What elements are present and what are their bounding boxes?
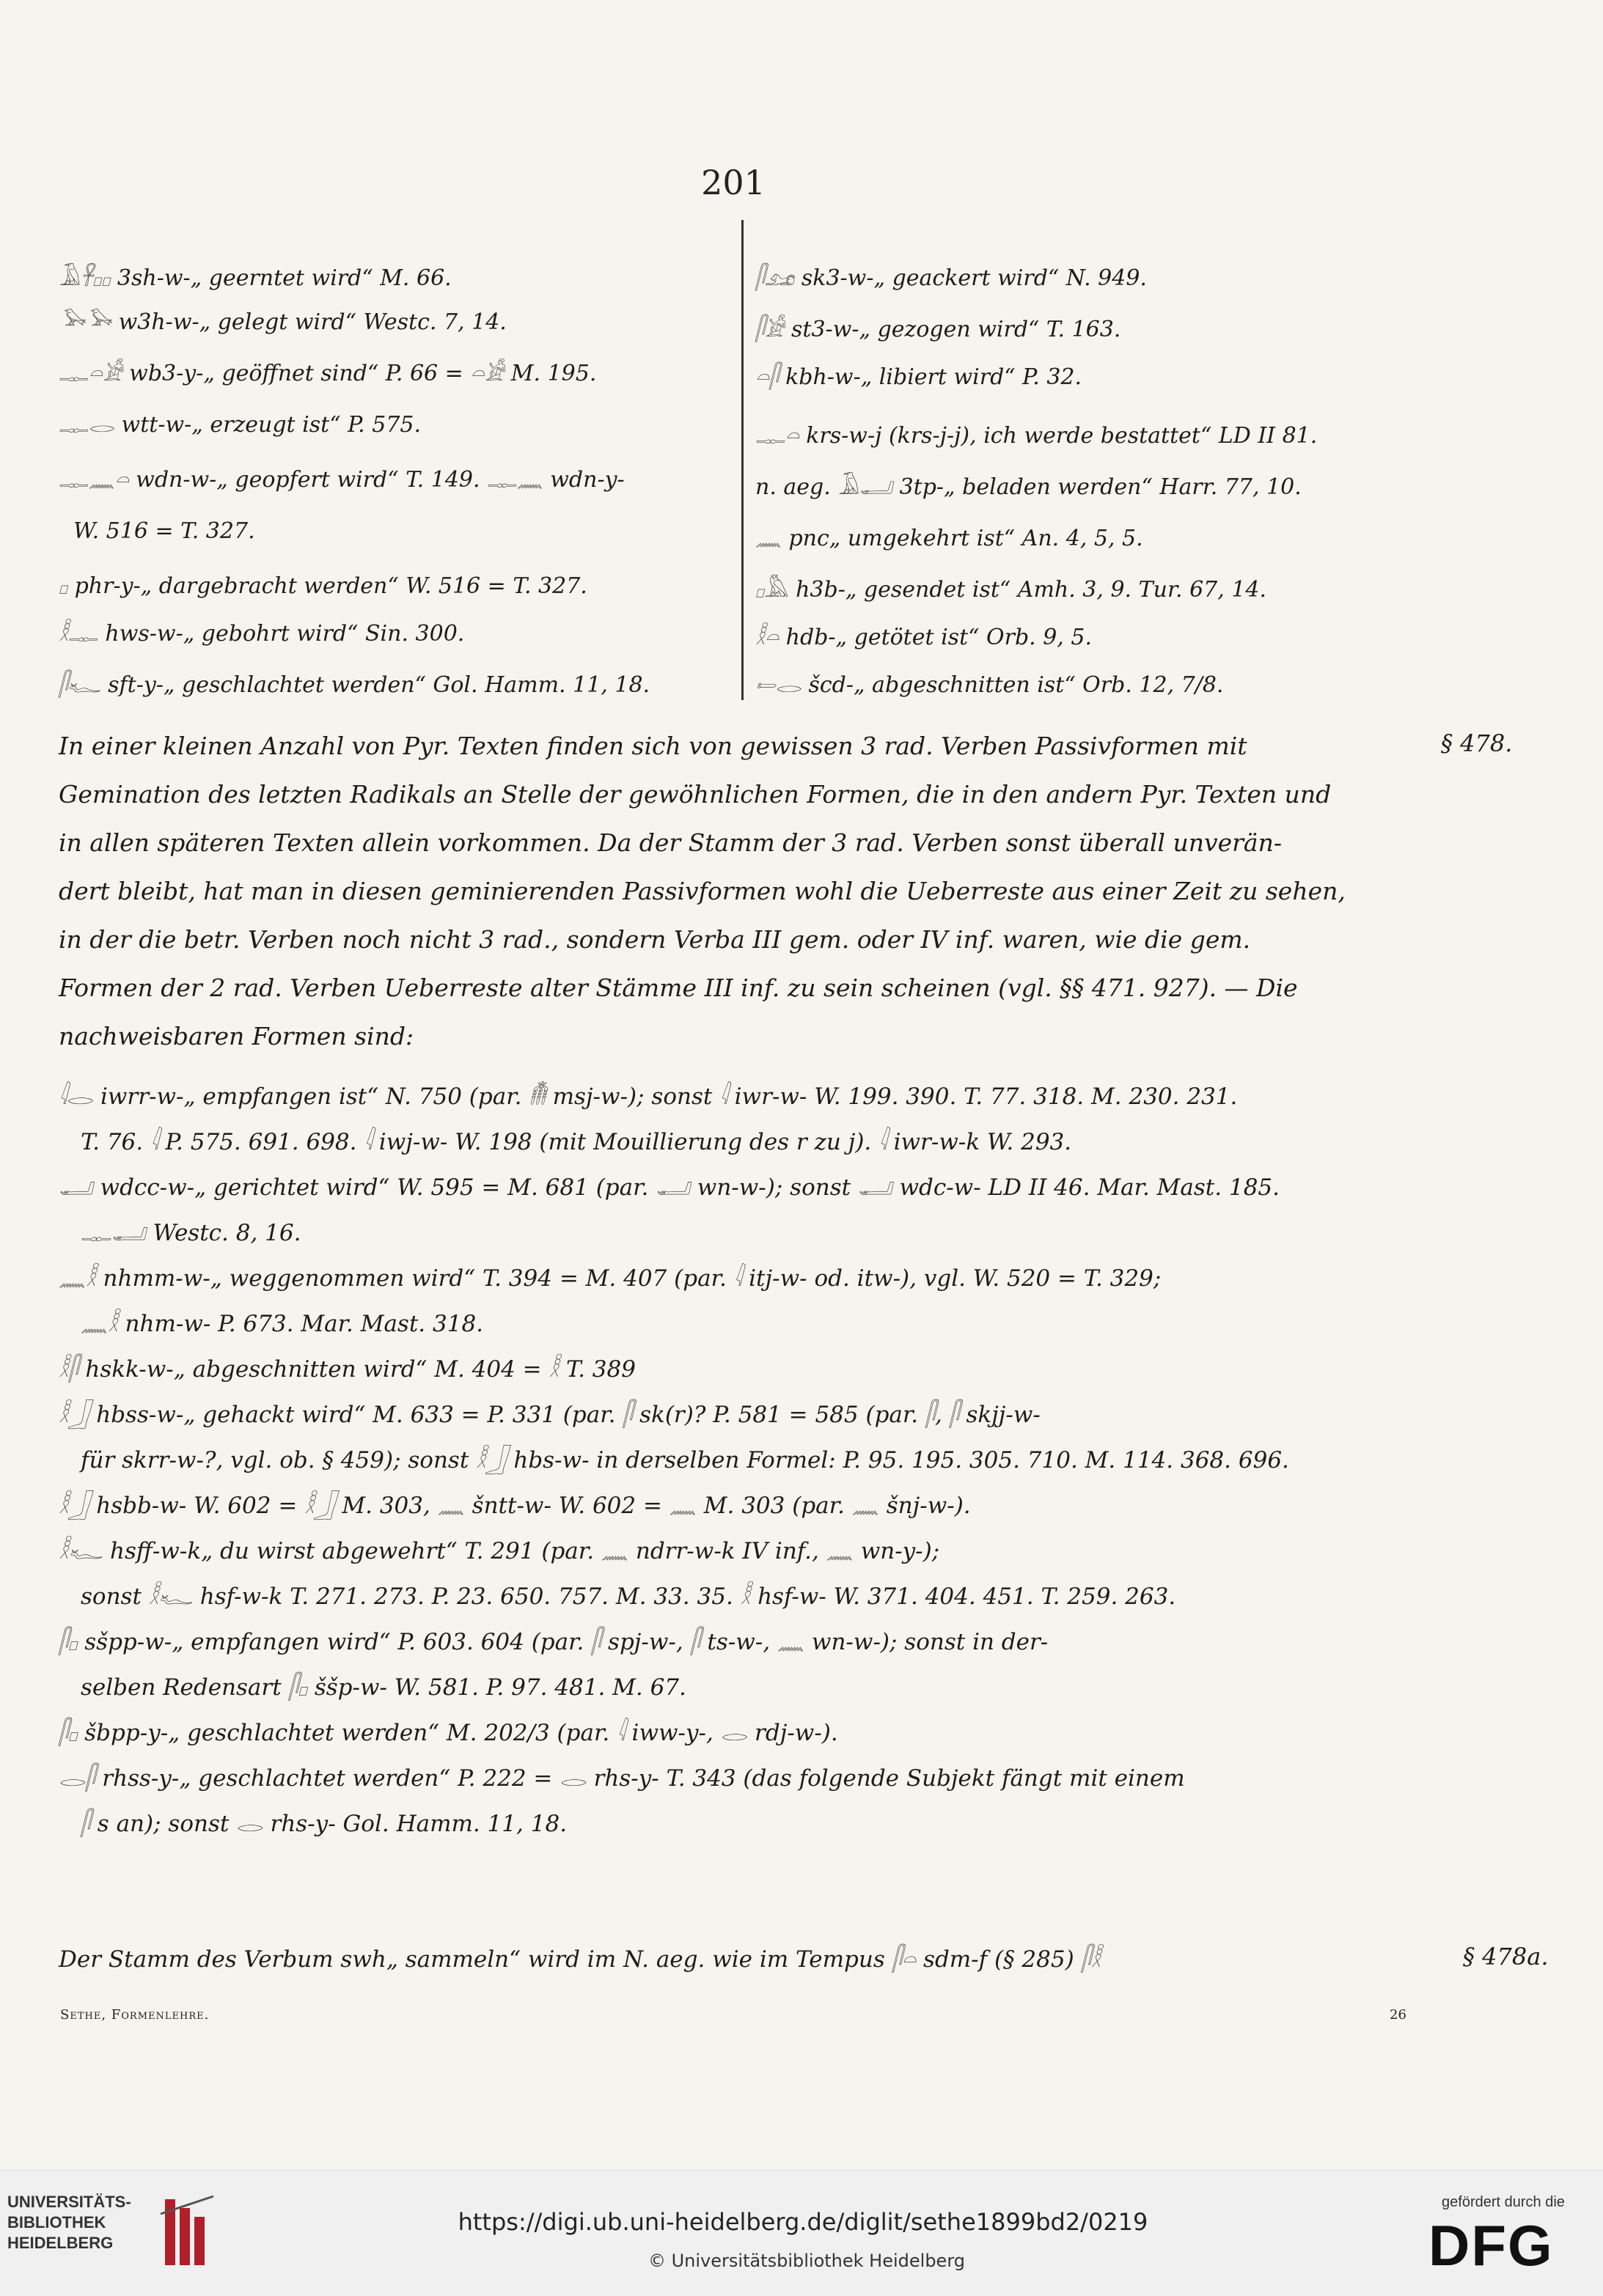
list-item: 𓋴 s an); sonst 𓂋 rhs-y- Gol. Hamm. 11, 18.	[81, 1811, 568, 1837]
footer-author: Sethe, Formenlehre.	[60, 2007, 210, 2023]
list-item: 𓂝 wdcc-w-„ gerichtet wird“ W. 595 = M. 681 (par. 𓂝 wn-w-); sonst 𓂝 wdc-w- LD II 46. Mar. Mast. 185.	[59, 1174, 1280, 1201]
paragraph-line: Gemination des letzten Radikals an Stelle der gewöhnlichen Formen, die in den andern Pyr. Texten und	[59, 780, 1332, 809]
paragraph-line: in allen späteren Texten allein vorkommen. Da der Stamm der 3 rad. Verben sonst überall unverän-	[59, 828, 1282, 857]
right-line: 𓋴𓃭 sk3-w-„ geackert wird“ N. 949.	[755, 265, 1147, 291]
footer-sheet-number: 26	[1390, 2007, 1406, 2023]
right-line: 𓈖 pnc„ umgekehrt ist“ An. 4, 5, 5.	[755, 526, 1143, 551]
left-line: 𓅨𓅨 w3h-w-„ gelegt wird“ Westc. 7, 14.	[59, 309, 507, 335]
dfg-logo: DFG	[1428, 2213, 1554, 2278]
list-item: 𓎛𓆑 hsff-w-k„ du wirst abgewehrt“ T. 291 (par. 𓈖 ndrr-w-k IV inf., 𓈖 wn-y-);	[59, 1538, 940, 1564]
list-item: 𓈖𓎛 nhmm-w-„ weggenommen wird“ T. 394 = M. 407 (par. 𓇋 itj-w- od. itw-), vgl. W. 520 = T. 329;	[59, 1265, 1162, 1292]
passive-forms-list	[59, 1074, 1540, 1847]
page-number: 201	[701, 163, 766, 202]
right-line: n. aeg. 𓄿𓂝 3tp-„ beladen werden“ Harr. 77, 10.	[755, 474, 1302, 500]
paragraph-line: nachweisbaren Formen sind:	[59, 1022, 414, 1051]
left-line: 𓄿𓋹𓊪𓊪 3sh-w-„ geerntet wird“ M. 66.	[59, 265, 452, 291]
list-item: selben Redensart 𓋴𓊪 ššp-w- W. 581. P. 97. 481. M. 67.	[81, 1674, 686, 1701]
paragraph-478	[59, 722, 1525, 1061]
right-line: 𓊪𓅓 h3b-„ gesendet ist“ Amh. 3, 9. Tur. 67, 14.	[755, 577, 1267, 603]
right-line: 𓏏𓋴 kbh-w-„ libiert wird“ P. 32.	[755, 364, 1082, 390]
list-item: 𓊃𓂝 Westc. 8, 16.	[81, 1220, 301, 1246]
list-item: 𓎛𓋴 hskk-w-„ abgeschnitten wird“ M. 404 = 𓎛 T. 389	[59, 1356, 636, 1383]
list-item: T. 76. 𓇋 P. 575. 691. 698. 𓇋 iwj-w- W. 198 (mit Mouillierung des r zu j). 𓇋 iwr-w-k W. 293.	[81, 1129, 1072, 1155]
list-item: 𓋴𓊪 šbpp-y-„ geschlachtet werden“ M. 202/3 (par. 𓇋 iww-y-, 𓂋 rdj-w-).	[59, 1720, 838, 1746]
list-item: 𓂋𓋴 rhss-y-„ geschlachtet werden“ P. 222 = 𓂋 rhs-y- T. 343 (das folgende Subjekt fängt mit einem	[59, 1765, 1185, 1792]
list-item: 𓈖𓎛 nhm-w- P. 673. Mar. Mast. 318.	[81, 1311, 484, 1337]
left-line: 𓊃𓂋 wtt-w-„ erzeugt ist“ P. 575.	[59, 412, 422, 438]
library-name-line: BIBLIOTHEK	[7, 2213, 106, 2231]
left-line: 𓊪 phr-y-„ dargebracht werden“ W. 516 = T. 327.	[59, 573, 587, 599]
permalink-url[interactable]: https://digi.ub.uni-heidelberg.de/diglit/sethe1899bd2/0219	[458, 2208, 1148, 2236]
list-item: 𓎛𓃀 hbss-w-„ gehackt wird“ M. 633 = P. 331 (par. 𓋴 sk(r)? P. 581 = 585 (par. 𓋴, 𓋴 skjj-w-	[59, 1402, 1041, 1428]
paragraph-line: in der die betr. Verben noch nicht 3 rad., sondern Verba III gem. oder IV inf. waren, wie die gem.	[59, 925, 1251, 954]
library-name	[7, 2192, 131, 2253]
list-item: sonst 𓎛𓆑 hsf-w-k T. 271. 273. P. 23. 650. 757. M. 33. 35. 𓎛 hsf-w- W. 371. 404. 451. T. 259. 263.	[81, 1583, 1176, 1610]
right-line: 𓊃𓏏 krs-w-j (krs-j-j), ich werde bestattet“ LD II 81.	[755, 423, 1318, 449]
funded-by-label: gefördert durch die	[1442, 2194, 1565, 2210]
list-item: 𓇋𓂋 iwrr-w-„ empfangen ist“ N. 750 (par. 𓄟 msj-w-); sonst 𓇋 iwr-w- W. 199. 390. T. 77. 318. M. 230. 231.	[59, 1083, 1238, 1110]
left-line: 𓊃𓏏𓀀 wb3-y-„ geöffnet sind“ P. 66 = 𓏏𓀀 M. 195.	[59, 361, 597, 386]
left-line: 𓎛𓊃 hws-w-„ gebohrt wird“ Sin. 300.	[59, 621, 465, 647]
section-ref-478a: § 478a.	[1463, 1943, 1549, 1971]
left-line: 𓊃𓈖𓏏 wdn-w-„ geopfert wird“ T. 149. 𓊃𓈖 wdn-y-	[59, 467, 625, 493]
paragraph-line: Formen der 2 rad. Verben Ueberreste alter Stämme III inf. zu sein scheinen (vgl. §§ 471. 927). — Die	[59, 974, 1298, 1002]
copyright-notice: © Universitätsbibliothek Heidelberg	[648, 2251, 965, 2271]
library-name-line: UNIVERSITÄTS-	[7, 2193, 131, 2211]
left-line: W. 516 = T. 327.	[73, 518, 255, 544]
paragraph-line: In einer kleinen Anzahl von Pyr. Texten finden sich von gewissen 3 rad. Verben Passivformen mit	[59, 732, 1247, 760]
library-name-line: HEIDELBERG	[7, 2234, 114, 2252]
list-item: 𓎛𓃀 hsbb-w- W. 602 = 𓎛𓃀 M. 303, 𓈖 šntt-w- W. 602 = 𓈖 M. 303 (par. 𓈖 šnj-w-).	[59, 1493, 971, 1519]
list-item: für skrr-w-?, vgl. ob. § 459); sonst 𓎛𓃀 hbs-w- in derselben Formel: P. 95. 195. 305. 710. M. 114. 368. 696.	[81, 1447, 1289, 1473]
library-logo-icon	[158, 2192, 216, 2273]
left-line: 𓋴𓆑 sft-y-„ geschlachtet werden“ Gol. Hamm. 11, 18.	[59, 672, 650, 698]
list-item: 𓋴𓊪 sšpp-w-„ empfangen wird“ P. 603. 604 (par. 𓋴 spj-w-, 𓋴 ts-w-, 𓈖 wn-w-); sonst in der-	[59, 1629, 1049, 1655]
column-divider	[741, 220, 744, 700]
paragraph-line: dert bleibt, hat man in diesen geminierenden Passivformen wohl die Ueberreste aus einer Zeit zu sehen,	[59, 877, 1346, 905]
paragraph-478a: Der Stamm des Verbum swh„ sammeln“ wird im N. aeg. wie im Tempus 𓋴𓏏 sdm-f (§ 285) 𓋴𓎛	[59, 1946, 1101, 1973]
right-line: 𓍿𓂋 šcd-„ abgeschnitten ist“ Orb. 12, 7/8.	[755, 672, 1224, 698]
section-ref-478: § 478.	[1441, 729, 1513, 757]
right-line: 𓎛𓏏 hdb-„ getötet ist“ Orb. 9, 5.	[755, 625, 1093, 650]
right-line: 𓋴𓀀 st3-w-„ gezogen wird“ T. 163.	[755, 317, 1121, 342]
